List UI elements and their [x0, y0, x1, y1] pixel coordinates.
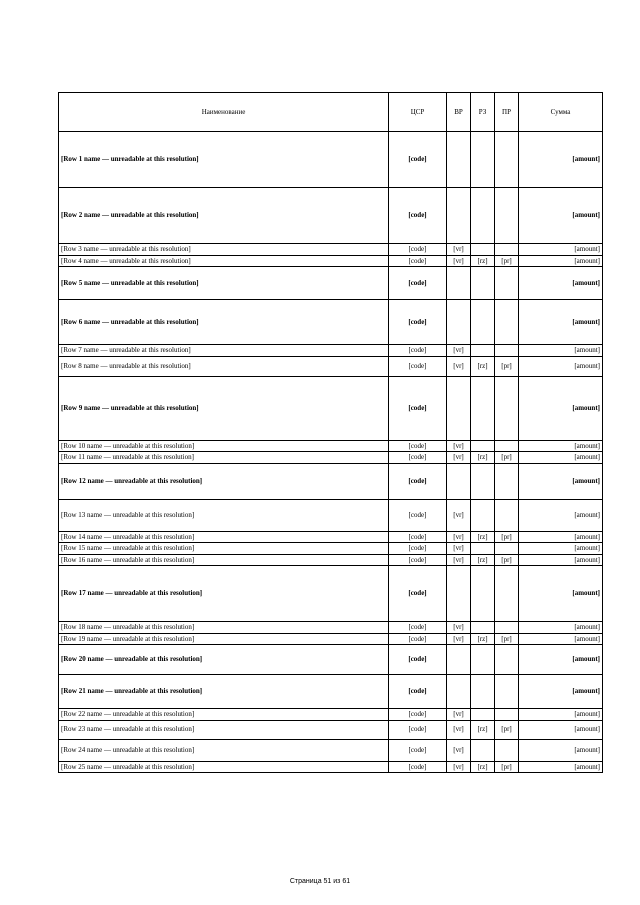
cell-vr: [vr]: [447, 761, 471, 773]
page-number: Страница 51 из 61: [289, 878, 351, 885]
cell-pr: [495, 132, 519, 188]
cell-name: [Row 8 name — unreadable at this resolution]: [59, 356, 389, 376]
table-row: [59, 132, 603, 188]
cell-pr: [495, 499, 519, 531]
cell-rz: [471, 244, 495, 256]
cell-sum: [amount]: [519, 356, 603, 376]
cell-pr: [495, 675, 519, 709]
cell-sum: [amount]: [519, 543, 603, 555]
cell-vr: [447, 463, 471, 499]
cell-sum: [amount]: [519, 188, 603, 244]
cell-name: [Row 15 name — unreadable at this resolution]: [59, 543, 389, 555]
cell-name: [Row 20 name — unreadable at this resolution]: [59, 645, 389, 675]
table-row: [59, 356, 603, 376]
cell-csr: [code]: [389, 499, 447, 531]
cell-name: [Row 2 name — unreadable at this resolution]: [59, 188, 389, 244]
cell-sum: [amount]: [519, 739, 603, 761]
cell-name: [Row 18 name — unreadable at this resolution]: [59, 622, 389, 634]
table-row: [59, 633, 603, 645]
table-row: [59, 345, 603, 357]
cell-vr: [vr]: [447, 633, 471, 645]
cell-pr: [pr]: [495, 720, 519, 739]
cell-rz: [471, 267, 495, 300]
cell-vr: [vr]: [447, 345, 471, 357]
table-row: [59, 440, 603, 452]
cell-name: [Row 7 name — unreadable at this resolution]: [59, 345, 389, 357]
cell-csr: [code]: [389, 255, 447, 267]
cell-sum: [amount]: [519, 267, 603, 300]
cell-sum: [amount]: [519, 622, 603, 634]
cell-pr: [495, 543, 519, 555]
cell-sum: [amount]: [519, 675, 603, 709]
cell-rz: [471, 300, 495, 345]
header-pr: ПР: [495, 93, 519, 132]
cell-sum: [amount]: [519, 499, 603, 531]
cell-name: [Row 4 name — unreadable at this resolution]: [59, 255, 389, 267]
cell-rz: [471, 675, 495, 709]
table-row: [59, 300, 603, 345]
cell-name: [Row 1 name — unreadable at this resolution]: [59, 132, 389, 188]
cell-pr: [pr]: [495, 452, 519, 464]
cell-vr: [447, 645, 471, 675]
cell-sum: [amount]: [519, 645, 603, 675]
cell-rz: [rz]: [471, 720, 495, 739]
cell-sum: [amount]: [519, 440, 603, 452]
cell-csr: [code]: [389, 463, 447, 499]
table-row: [59, 452, 603, 464]
table-row: [59, 675, 603, 709]
cell-sum: [amount]: [519, 132, 603, 188]
table-row: [59, 463, 603, 499]
cell-vr: [447, 188, 471, 244]
cell-rz: [rz]: [471, 255, 495, 267]
cell-pr: [495, 376, 519, 440]
table-row: [59, 267, 603, 300]
header-rz: РЗ: [471, 93, 495, 132]
table-row: [59, 543, 603, 555]
cell-name: [Row 11 name — unreadable at this resolution]: [59, 452, 389, 464]
cell-rz: [rz]: [471, 761, 495, 773]
cell-sum: [amount]: [519, 300, 603, 345]
cell-csr: [code]: [389, 566, 447, 622]
cell-vr: [447, 267, 471, 300]
table-row: [59, 188, 603, 244]
cell-vr: [vr]: [447, 452, 471, 464]
cell-rz: [471, 739, 495, 761]
cell-name: [Row 3 name — unreadable at this resolution]: [59, 244, 389, 256]
cell-pr: [495, 267, 519, 300]
table-row: [59, 761, 603, 773]
cell-rz: [471, 543, 495, 555]
table-row: [59, 244, 603, 256]
cell-csr: [code]: [389, 188, 447, 244]
cell-sum: [amount]: [519, 554, 603, 566]
cell-name: [Row 6 name — unreadable at this resolution]: [59, 300, 389, 345]
cell-name: [Row 9 name — unreadable at this resolution]: [59, 376, 389, 440]
cell-vr: [vr]: [447, 709, 471, 721]
cell-vr: [447, 132, 471, 188]
cell-name: [Row 10 name — unreadable at this resolution]: [59, 440, 389, 452]
cell-vr: [vr]: [447, 499, 471, 531]
cell-vr: [vr]: [447, 440, 471, 452]
table-row: [59, 499, 603, 531]
cell-rz: [rz]: [471, 554, 495, 566]
cell-rz: [471, 463, 495, 499]
cell-pr: [pr]: [495, 633, 519, 645]
cell-vr: [447, 300, 471, 345]
cell-sum: [amount]: [519, 452, 603, 464]
cell-name: [Row 14 name — unreadable at this resolution]: [59, 531, 389, 543]
cell-rz: [471, 132, 495, 188]
cell-pr: [pr]: [495, 554, 519, 566]
budget-table: [58, 92, 603, 773]
cell-sum: [amount]: [519, 531, 603, 543]
cell-rz: [471, 645, 495, 675]
cell-vr: [vr]: [447, 543, 471, 555]
cell-name: [Row 19 name — unreadable at this resolution]: [59, 633, 389, 645]
cell-pr: [495, 463, 519, 499]
cell-pr: [495, 709, 519, 721]
cell-name: [Row 16 name — unreadable at this resolution]: [59, 554, 389, 566]
cell-rz: [471, 499, 495, 531]
cell-rz: [471, 622, 495, 634]
cell-csr: [code]: [389, 300, 447, 345]
table-row: [59, 645, 603, 675]
header-csr: ЦСР: [389, 93, 447, 132]
table-row: [59, 709, 603, 721]
header-vr: ВР: [447, 93, 471, 132]
cell-name: [Row 24 name — unreadable at this resolution]: [59, 739, 389, 761]
table-row: [59, 739, 603, 761]
cell-rz: [471, 709, 495, 721]
cell-sum: [amount]: [519, 720, 603, 739]
cell-csr: [code]: [389, 345, 447, 357]
table-row: [59, 622, 603, 634]
cell-csr: [code]: [389, 356, 447, 376]
cell-vr: [vr]: [447, 622, 471, 634]
cell-csr: [code]: [389, 675, 447, 709]
cell-name: [Row 13 name — unreadable at this resolution]: [59, 499, 389, 531]
cell-csr: [code]: [389, 244, 447, 256]
cell-pr: [495, 440, 519, 452]
table-row: [59, 531, 603, 543]
cell-csr: [code]: [389, 132, 447, 188]
cell-csr: [code]: [389, 645, 447, 675]
cell-sum: [amount]: [519, 709, 603, 721]
table-row: [59, 255, 603, 267]
table-header-row: [59, 93, 603, 132]
cell-csr: [code]: [389, 739, 447, 761]
cell-sum: [amount]: [519, 463, 603, 499]
cell-csr: [code]: [389, 531, 447, 543]
cell-sum: [amount]: [519, 566, 603, 622]
cell-pr: [495, 300, 519, 345]
cell-vr: [vr]: [447, 255, 471, 267]
cell-csr: [code]: [389, 440, 447, 452]
cell-vr: [vr]: [447, 554, 471, 566]
cell-csr: [code]: [389, 554, 447, 566]
cell-vr: [vr]: [447, 244, 471, 256]
cell-rz: [rz]: [471, 531, 495, 543]
cell-rz: [471, 440, 495, 452]
cell-vr: [447, 675, 471, 709]
cell-pr: [pr]: [495, 356, 519, 376]
cell-vr: [447, 566, 471, 622]
cell-csr: [code]: [389, 633, 447, 645]
cell-pr: [495, 244, 519, 256]
cell-sum: [amount]: [519, 345, 603, 357]
cell-pr: [pr]: [495, 531, 519, 543]
cell-name: [Row 5 name — unreadable at this resolution]: [59, 267, 389, 300]
cell-sum: [amount]: [519, 244, 603, 256]
cell-name: [Row 23 name — unreadable at this resolution]: [59, 720, 389, 739]
header-sum: Сумма: [519, 93, 603, 132]
cell-name: [Row 22 name — unreadable at this resolution]: [59, 709, 389, 721]
cell-name: [Row 17 name — unreadable at this resolution]: [59, 566, 389, 622]
cell-rz: [471, 188, 495, 244]
cell-vr: [vr]: [447, 739, 471, 761]
cell-csr: [code]: [389, 709, 447, 721]
cell-pr: [495, 622, 519, 634]
cell-csr: [code]: [389, 622, 447, 634]
cell-csr: [code]: [389, 543, 447, 555]
cell-rz: [rz]: [471, 633, 495, 645]
cell-pr: [pr]: [495, 761, 519, 773]
cell-csr: [code]: [389, 452, 447, 464]
cell-rz: [471, 566, 495, 622]
cell-sum: [amount]: [519, 255, 603, 267]
cell-csr: [code]: [389, 720, 447, 739]
header-name: Наименование: [59, 93, 389, 132]
table-row: [59, 376, 603, 440]
cell-sum: [amount]: [519, 761, 603, 773]
cell-pr: [495, 188, 519, 244]
cell-vr: [447, 376, 471, 440]
cell-rz: [rz]: [471, 452, 495, 464]
cell-name: [Row 25 name — unreadable at this resolution]: [59, 761, 389, 773]
cell-pr: [495, 739, 519, 761]
cell-vr: [vr]: [447, 356, 471, 376]
table-row: [59, 554, 603, 566]
table-body: [59, 132, 603, 773]
cell-name: [Row 21 name — unreadable at this resolution]: [59, 675, 389, 709]
cell-csr: [code]: [389, 267, 447, 300]
cell-rz: [rz]: [471, 356, 495, 376]
table-row: [59, 566, 603, 622]
table-header: [59, 93, 603, 132]
cell-vr: [vr]: [447, 720, 471, 739]
cell-vr: [vr]: [447, 531, 471, 543]
cell-name: [Row 12 name — unreadable at this resolution]: [59, 463, 389, 499]
cell-sum: [amount]: [519, 633, 603, 645]
cell-pr: [495, 566, 519, 622]
cell-rz: [471, 345, 495, 357]
table-row: [59, 720, 603, 739]
cell-pr: [495, 345, 519, 357]
cell-pr: [495, 645, 519, 675]
cell-csr: [code]: [389, 376, 447, 440]
cell-sum: [amount]: [519, 376, 603, 440]
cell-rz: [471, 376, 495, 440]
cell-csr: [code]: [389, 761, 447, 773]
cell-pr: [pr]: [495, 255, 519, 267]
